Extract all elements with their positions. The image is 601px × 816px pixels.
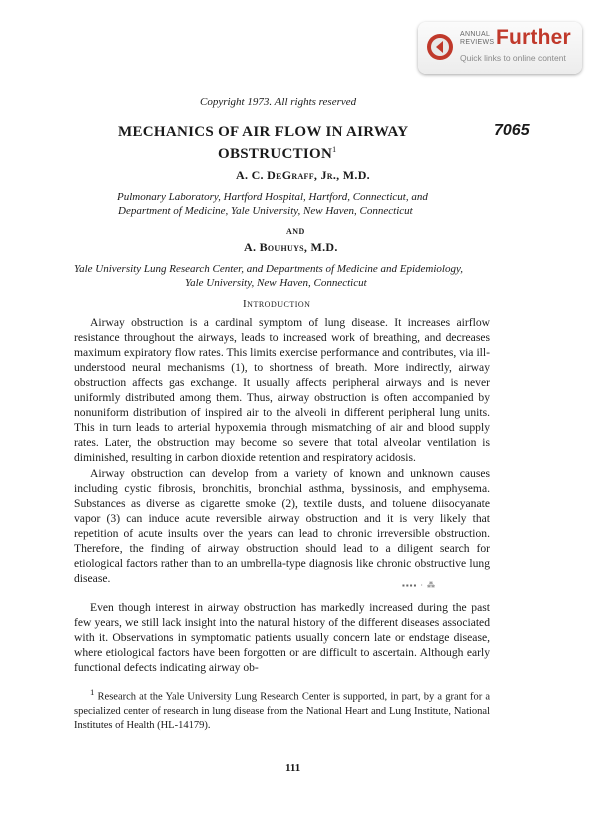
body-paragraph-2: Airway obstruction can develop from a variety of known and unknown causes including cystic fibrosis, bronchitis, bronchial asthma, byssinosis, and emphysema. Substances as diverse as cigarette smoke (2), textile dusts, and toluene diisocyanate vapor (3) can induce acute reversible airway obstruction and it is very likely that repetition of acute insults over the years can lead to chronic irreversible obstruction. Therefore, the finding of airway obstruction should lead to a diligent search for etiological factors rather than to an umbrella-type diagnosis like chronic obstructive lung disease. (74, 467, 490, 585)
affiliation-bouhuys-line-1: Yale University Lung Research Center, and Departments of Medicine and Epidemiology, (74, 263, 464, 275)
section-heading-introduction: Introduction (243, 298, 311, 310)
footnote: $^1$ Research at the Yale University Lung Research Center is supported, in part, by a grant for a specialized center of research in lung disease from the National Heart and Lung Institute, National Institutes of Health (HL-14179). (74, 687, 491, 731)
author-bouhuys: A. Bouhuys, M.D. (244, 240, 338, 254)
badge-tagline: Quick links to online content (460, 53, 566, 63)
footnote-mark: 1 (90, 687, 95, 697)
copyright-notice: Copyright 1973. All rights reserved (200, 96, 357, 108)
page-number: 111 (285, 762, 301, 774)
annual-reviews-further-badge[interactable] (418, 22, 582, 74)
body-paragraph-1: Airway obstruction is a cardinal symptom of lung disease. It increases airflow resistance throughout the airways, leads to increased work of breathing, and decreases maximum expiratory flow rates. This limits exercise performance and contributes, via ill-understood neural mechanisms (1), to shortness of breath. More indirectly, airway obstruction affects gas exchange. It usually affects peripheral airways and is never uniformly distributed among them. Thus, airway obstruction is often accompanied by nonuniform distribution of inspired air to the alveoli in different peripheral lung units. This in turn leads to arterial hypoxemia through mismatching of air and blood supply rates. Later, the obstruction may become so severe that total alveolar ventilation is diminished, resulting in carbon dioxide retention and respiratory acidosis. (74, 316, 490, 464)
play-icon (426, 33, 454, 61)
title-footnote-mark: 1 (332, 145, 337, 154)
title-line-1: MECHANICS OF AIR FLOW IN AIRWAY (118, 124, 409, 140)
article-number: 7065 (494, 122, 530, 139)
author-degraff: A. C. DeGraff, Jr., M.D. (236, 168, 370, 182)
body-paragraph-3: Even though interest in airway obstruction has markedly increased during the past few years, we still lack insight into the natural history of the different diseases associated with it. Observations in symptomatic patients usually concern late or endstage disease, where etiological factors have been forgotten or are difficult to ascertain. Although early functional defects indicating airway ob- (74, 601, 490, 674)
annual-reviews-label: ANNUAL REVIEWS (460, 31, 495, 46)
further-label: Further (496, 26, 571, 49)
library-stamp: ▪▪▪▪ · ⁂ (402, 581, 437, 590)
title-line-2: OBSTRUCTION$^1$ (218, 145, 337, 162)
author-conjunction: AND (286, 227, 305, 236)
affiliation-bouhuys-line-2: Yale University, New Haven, Connecticut (185, 277, 367, 289)
affiliation-degraff-line-2: Department of Medicine, Yale University, New Haven, Connecticut (118, 205, 413, 217)
affiliation-degraff-line-1: Pulmonary Laboratory, Hartford Hospital, Hartford, Connecticut, and (117, 191, 428, 203)
